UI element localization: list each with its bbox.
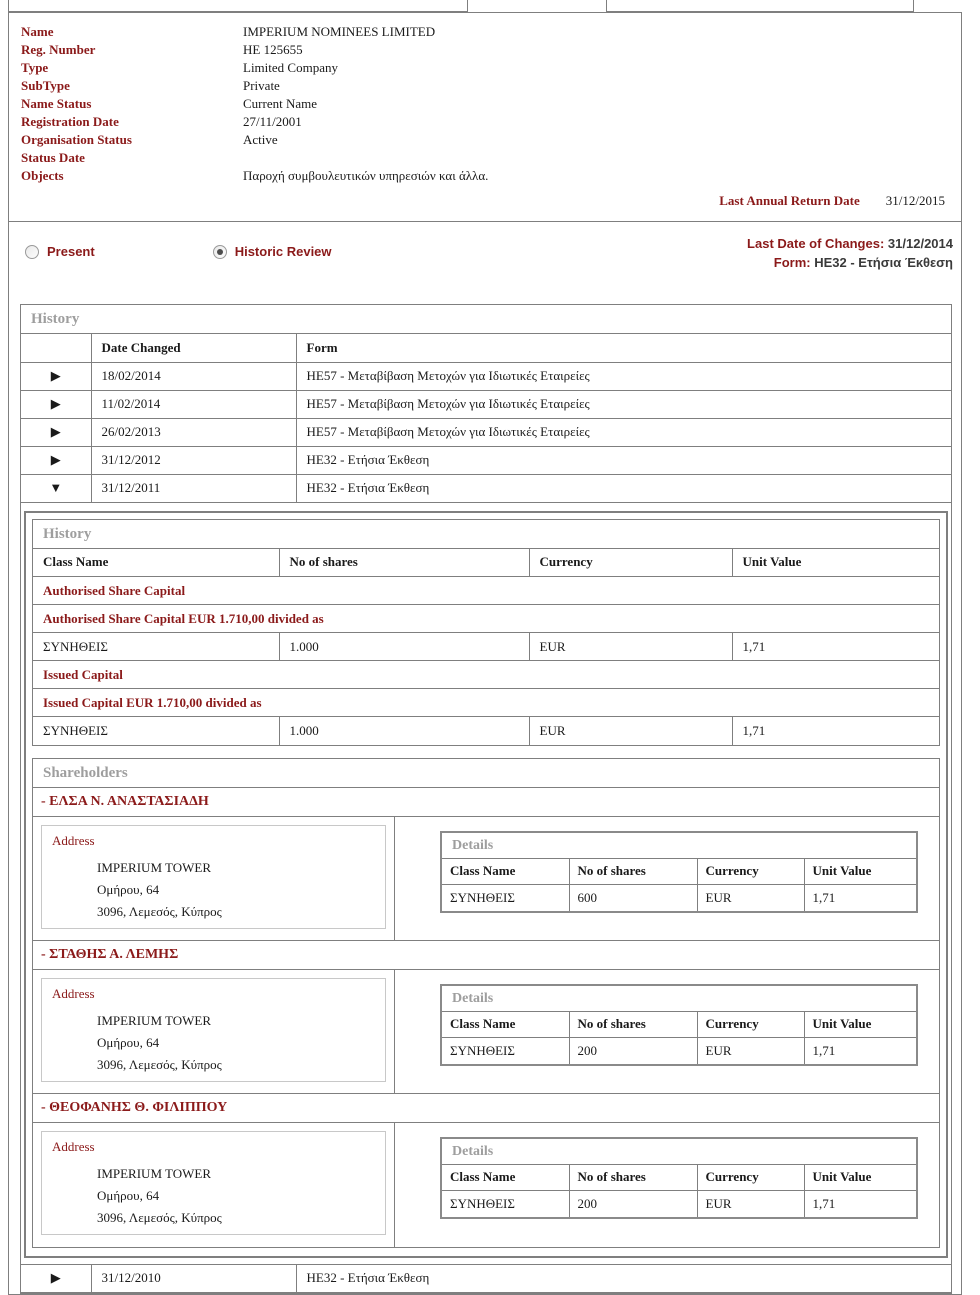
last-changes-info: Last Date of Changes: 31/12/2014 Form: HE32 - Ετήσια Έκθεση — [747, 236, 953, 270]
radio-historic-review[interactable] — [213, 244, 332, 259]
form-value: HE32 - Ετήσια Έκθεση — [814, 255, 953, 270]
address-label: Address — [52, 1138, 95, 1154]
field-value-type: Limited Company — [243, 60, 338, 75]
history-header-form: Form — [296, 334, 951, 362]
form-label: Form — [773, 255, 807, 270]
expand-row-icon[interactable]: ▶ — [21, 1264, 91, 1292]
details-table — [442, 859, 916, 911]
share-capital-legend: History — [33, 520, 939, 549]
last-annual-return-label: Last Annual Return Date — [719, 193, 860, 208]
col-currency: Currency — [697, 1012, 804, 1038]
details-legend: Details — [442, 1139, 916, 1165]
expanded-row-detail — [21, 503, 951, 1264]
radio-present-label: Present — [47, 244, 95, 259]
details-table — [442, 1012, 916, 1064]
address-box — [41, 978, 386, 1082]
currency-value: EUR — [697, 1038, 804, 1064]
history-row — [21, 446, 951, 474]
unit-value-value: 1,71 — [804, 1038, 916, 1064]
history-row-date: 11/02/2014 — [91, 390, 296, 418]
history-header-arrow — [21, 334, 91, 362]
expand-row-icon[interactable]: ▶ — [21, 362, 91, 390]
unit-value-value: 1,71 — [804, 885, 916, 911]
field-label-name-status: Name Status — [21, 96, 92, 111]
field-label-name: Name — [21, 24, 54, 39]
issued-capital-row — [33, 717, 939, 745]
field-value-objects: Παροχή συμβουλευτικών υπηρεσιών και άλλα. — [243, 168, 489, 183]
history-row — [21, 418, 951, 446]
history-row-form: HE57 - Μεταβίβαση Μετοχών για Ιδιωτικές Εταιρείες — [296, 362, 951, 390]
no-of-shares-value: 1.000 — [279, 633, 529, 661]
radio-present-circle[interactable] — [25, 245, 39, 259]
details-legend: Details — [442, 986, 916, 1012]
history-table-continued — [21, 1264, 951, 1293]
details-legend: Details — [442, 833, 916, 859]
col-currency: Currency — [697, 1165, 804, 1191]
address-label: Address — [52, 985, 95, 1001]
currency-value: EUR — [697, 885, 804, 911]
history-table — [21, 334, 951, 503]
history-row-date: 18/02/2014 — [91, 362, 296, 390]
address-line: Ομήρου, 64 — [97, 881, 160, 897]
share-capital-table — [33, 549, 939, 745]
shareholder-name: - ΣΤΑΘΗΣ Α. ΛΕΜΗΣ — [33, 941, 939, 970]
history-row — [21, 1264, 951, 1292]
authorised-capital-row — [33, 633, 939, 661]
history-row-form: HE32 - Ετήσια Έκθεση — [296, 474, 951, 502]
last-date-of-changes-value: 31/12/2014 — [887, 236, 953, 251]
col-class-name: Class Name — [442, 859, 569, 885]
authorised-capital-heading: Authorised Share Capital — [33, 577, 939, 605]
address-line: Ομήρου, 64 — [97, 1187, 160, 1203]
field-label-status-date: Status Date — [21, 150, 85, 165]
address-line: Ομήρου, 64 — [97, 1034, 160, 1050]
col-currency: Currency — [529, 549, 732, 577]
no-of-shares-value: 200 — [569, 1038, 697, 1064]
col-no-of-shares: No of shares — [279, 549, 529, 577]
address-line: IMPERIUM TOWER — [97, 859, 211, 875]
expand-row-icon[interactable]: ▶ — [21, 446, 91, 474]
history-row-form: HE57 - Μεταβίβαση Μετοχών για Ιδιωτικές Εταιρείες — [296, 390, 951, 418]
shareholder-body — [33, 1123, 939, 1247]
field-value-organisation-status: Active — [243, 132, 278, 147]
shareholder-name: - ΘΕΟΦΑΝΗΣ Θ. ΦΙΛΙΠΠΟΥ — [33, 1094, 939, 1123]
history-row-form: HE32 - Ετήσια Έκθεση — [296, 446, 951, 474]
issued-capital-divided: Issued Capital EUR 1.710,00 divided as — [33, 689, 939, 717]
field-label-reg-number: Reg. Number — [21, 42, 96, 57]
shareholder-name: - ΕΛΣΑ Ν. ΑΝΑΣΤΑΣΙΑΔΗ — [33, 788, 939, 817]
collapse-row-icon[interactable]: ▼ — [21, 474, 91, 502]
shareholder-body — [33, 817, 939, 941]
share-capital-header-row — [33, 549, 939, 577]
expand-row-icon[interactable]: ▶ — [21, 390, 91, 418]
address-line: 3096, Λεμεσός, Κύπρος — [97, 1056, 222, 1072]
field-value-subtype: Private — [243, 78, 280, 93]
no-of-shares-value: 600 — [569, 885, 697, 911]
col-class-name: Class Name — [33, 549, 279, 577]
details-box — [440, 984, 918, 1066]
shareholders-section — [32, 758, 940, 1248]
class-name-value: ΣΥΝΗΘΕΙΣ — [33, 717, 279, 745]
unit-value-value: 1,71 — [732, 633, 939, 661]
address-box — [41, 1131, 386, 1235]
field-value-name-status: Current Name — [243, 96, 318, 111]
field-label-objects: Objects — [21, 168, 64, 183]
tab-right[interactable] — [606, 0, 914, 12]
field-label-organisation-status: Organisation Status — [21, 132, 132, 147]
last-date-of-changes-label: Last Date of Changes — [747, 236, 880, 251]
company-details — [9, 13, 961, 221]
no-of-shares-value: 1.000 — [279, 717, 529, 745]
col-unit-value: Unit Value — [804, 1012, 916, 1038]
field-value-name: IMPERIUM NOMINEES LIMITED — [243, 24, 436, 39]
address-box — [41, 825, 386, 929]
last-annual-return-row — [21, 185, 949, 221]
organisation-details-panel — [8, 12, 962, 1295]
unit-value-value: 1,71 — [804, 1191, 916, 1217]
col-unit-value: Unit Value — [732, 549, 939, 577]
address-line: IMPERIUM TOWER — [97, 1012, 211, 1028]
history-row-form: HE32 - Ετήσια Έκθεση — [296, 1264, 951, 1292]
field-value-reg-number: HE 125655 — [243, 42, 303, 57]
col-unit-value: Unit Value — [804, 1165, 916, 1191]
history-legend: History — [21, 305, 951, 334]
class-name-value: ΣΥΝΗΘΕΙΣ — [442, 885, 569, 911]
details-table — [442, 1165, 916, 1217]
last-annual-return-value: 31/12/2015 — [885, 193, 945, 208]
field-value-registration-date: 27/11/2001 — [243, 114, 302, 129]
history-section — [20, 304, 952, 1294]
history-row — [21, 362, 951, 390]
class-name-value: ΣΥΝΗΘΕΙΣ — [33, 633, 279, 661]
field-label-registration-date: Registration Date — [21, 114, 119, 129]
col-no-of-shares: No of shares — [569, 1012, 697, 1038]
tab-left[interactable] — [8, 0, 468, 12]
unit-value-value: 1,71 — [732, 717, 939, 745]
issued-capital-heading: Issued Capital — [33, 661, 939, 689]
class-name-value: ΣΥΝΗΘΕΙΣ — [442, 1038, 569, 1064]
authorised-capital-divided: Authorised Share Capital EUR 1.710,00 divided as — [33, 605, 939, 633]
field-label-type: Type — [21, 60, 49, 75]
address-line: IMPERIUM TOWER — [97, 1165, 211, 1181]
currency-value: EUR — [529, 633, 732, 661]
radio-present[interactable] — [25, 244, 95, 259]
history-row-date: 31/12/2010 — [91, 1264, 296, 1292]
radio-historic-review-circle[interactable] — [213, 245, 227, 259]
share-capital-section — [32, 519, 940, 746]
details-row — [442, 1038, 916, 1064]
class-name-value: ΣΥΝΗΘΕΙΣ — [442, 1191, 569, 1217]
history-row-expanded — [21, 474, 951, 502]
details-box — [440, 831, 918, 913]
history-row — [21, 390, 951, 418]
currency-value: EUR — [697, 1191, 804, 1217]
details-row — [442, 1191, 916, 1217]
history-row-date: 31/12/2011 — [91, 474, 296, 502]
details-row — [442, 885, 916, 911]
history-row-date: 26/02/2013 — [91, 418, 296, 446]
details-box — [440, 1137, 918, 1219]
review-mode-band — [9, 221, 961, 286]
history-row-date: 31/12/2012 — [91, 446, 296, 474]
col-unit-value: Unit Value — [804, 859, 916, 885]
no-of-shares-value: 200 — [569, 1191, 697, 1217]
address-line: 3096, Λεμεσός, Κύπρος — [97, 1209, 222, 1225]
shareholder-body — [33, 970, 939, 1094]
col-no-of-shares: No of shares — [569, 859, 697, 885]
address-label: Address — [52, 832, 95, 848]
tab-strip — [0, 0, 980, 12]
col-class-name: Class Name — [442, 1165, 569, 1191]
col-class-name: Class Name — [442, 1012, 569, 1038]
address-line: 3096, Λεμεσός, Κύπρος — [97, 903, 222, 919]
shareholders-legend: Shareholders — [33, 759, 939, 788]
expand-row-icon[interactable]: ▶ — [21, 418, 91, 446]
currency-value: EUR — [529, 717, 732, 745]
history-row-form: HE57 - Μεταβίβαση Μετοχών για Ιδιωτικές Εταιρείες — [296, 418, 951, 446]
history-header-date: Date Changed — [91, 334, 296, 362]
radio-historic-review-label: Historic Review — [234, 244, 332, 259]
col-currency: Currency — [697, 859, 804, 885]
col-no-of-shares: No of shares — [569, 1165, 697, 1191]
history-header-row — [21, 334, 951, 362]
field-label-subtype: SubType — [21, 78, 70, 93]
